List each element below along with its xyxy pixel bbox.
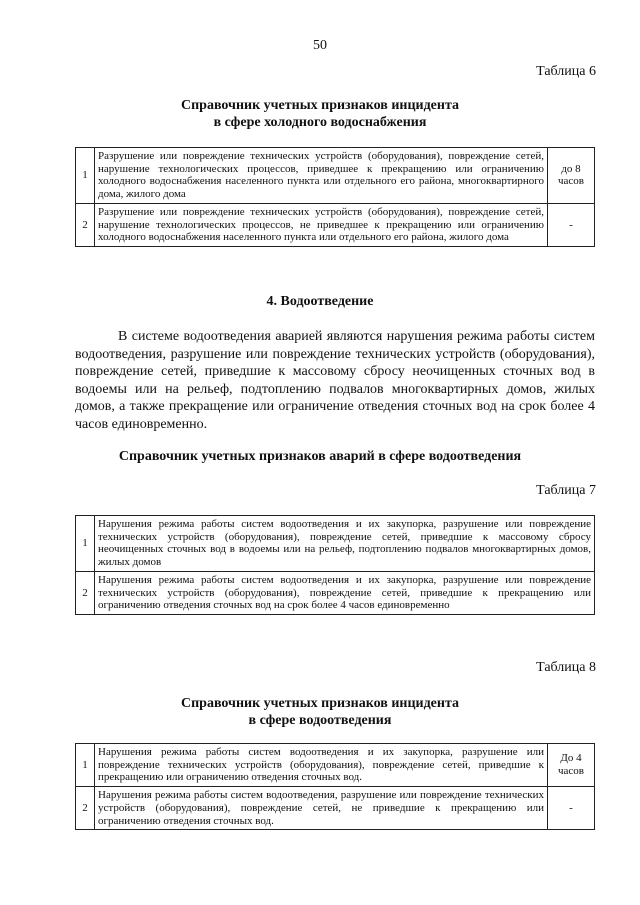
row-number: 1 — [76, 148, 95, 204]
table-6 — [75, 147, 595, 247]
page-number: 50 — [313, 38, 327, 53]
table-row — [76, 203, 595, 246]
row-duration — [548, 787, 595, 830]
table-6-title-line-2: в сфере холодного водоснабжения — [213, 115, 427, 130]
section-heading: 4. Водоотведение — [266, 294, 374, 309]
row-description: Нарушения режима работы систем водоотведения и их закупорка, разрушение или повреждение технических устройств (оборудования), повреждение сетей, приведшие к прекращению или ограничению отведения сточных вод. — [95, 744, 548, 787]
row-duration — [548, 148, 595, 204]
table-row — [76, 744, 595, 787]
duration-unit: часов — [558, 175, 584, 188]
table-8-label: Таблица 8 — [536, 660, 596, 675]
row-description: Разрушение или повреждение технических устройств (оборудования), повреждение сетей, нарушение технологических процессов, не приведшее к прекращению или ограничению холодного водоснабжения населенного пункта или отдельного его района, жилого дома — [95, 203, 548, 246]
row-number: 2 — [76, 571, 95, 614]
table-8 — [75, 743, 595, 830]
paragraph-text: В системе водоотведения аварией являются нарушения режима работы систем водоотведения, разрушение или повреждение технических устройств (оборудования), повреждение сетей, приведшие к массовому сбросу неочищенных сточных вод в водоемы или на рельеф, подтоплению подвалов многоквартирных домов, жилых домов, а также прекращение или ограничение отведения сточных вод на срок более 4 часов единовременно. — [75, 329, 595, 432]
table-8-title — [0, 695, 640, 729]
table-8-title-line-1: Справочник учетных признаков инцидента — [180, 696, 460, 711]
table-row — [76, 148, 595, 204]
duration-value: до 8 — [561, 162, 581, 175]
row-number: 2 — [76, 203, 95, 246]
table-6-label: Таблица 6 — [536, 64, 596, 79]
row-duration — [548, 203, 595, 246]
row-description: Нарушения режима работы систем водоотведения и их закупорка, разрушение или повреждение технических устройств (оборудования), повреждение сетей, приведшие к прекращению или ограничению отведения сточных вод на срок более 4 часов единовременно — [95, 571, 595, 614]
table-8-title-line-2: в сфере водоотведения — [248, 713, 392, 728]
duration-value: До 4 — [560, 752, 582, 765]
row-description: Нарушения режима работы систем водоотведения, разрушение или повреждение технических устройств (оборудования), повреждение сетей, не приведшие к прекращению или ограничению отведения сточных вод. — [95, 787, 548, 830]
row-number: 2 — [76, 787, 95, 830]
table-row — [76, 787, 595, 830]
row-description: Разрушение или повреждение технических устройств (оборудования), повреждение сетей, нарушение технологических процессов, приведшее к прекращению или ограничению холодного водоснабжения населенного пункта или отдельного его района, многоквартирного дома, жилого дома — [95, 148, 548, 204]
table-7-label: Таблица 7 — [536, 483, 596, 498]
duration-value: - — [569, 801, 573, 814]
duration-value: - — [569, 218, 573, 231]
row-number: 1 — [76, 516, 95, 572]
table-6-title-line-1: Справочник учетных признаков инцидента — [180, 98, 460, 113]
table-7 — [75, 515, 595, 615]
table-7-title: Справочник учетных признаков аварий в сфере водоотведения — [118, 449, 522, 464]
row-description: Нарушения режима работы систем водоотведения и их закупорка, разрушение или повреждение технических устройств (оборудования), повреждение сетей, приведшие к массовому сбросу неочищенных сточных вод в водоемы или на рельеф, подтоплению подвалов многоквартирных домов, жилых домов — [95, 516, 595, 572]
table-row — [76, 516, 595, 572]
table-6-title — [0, 97, 640, 131]
table-row — [76, 571, 595, 614]
row-duration — [548, 744, 595, 787]
row-number: 1 — [76, 744, 95, 787]
section-paragraph — [75, 328, 595, 434]
duration-unit: часов — [558, 765, 584, 778]
